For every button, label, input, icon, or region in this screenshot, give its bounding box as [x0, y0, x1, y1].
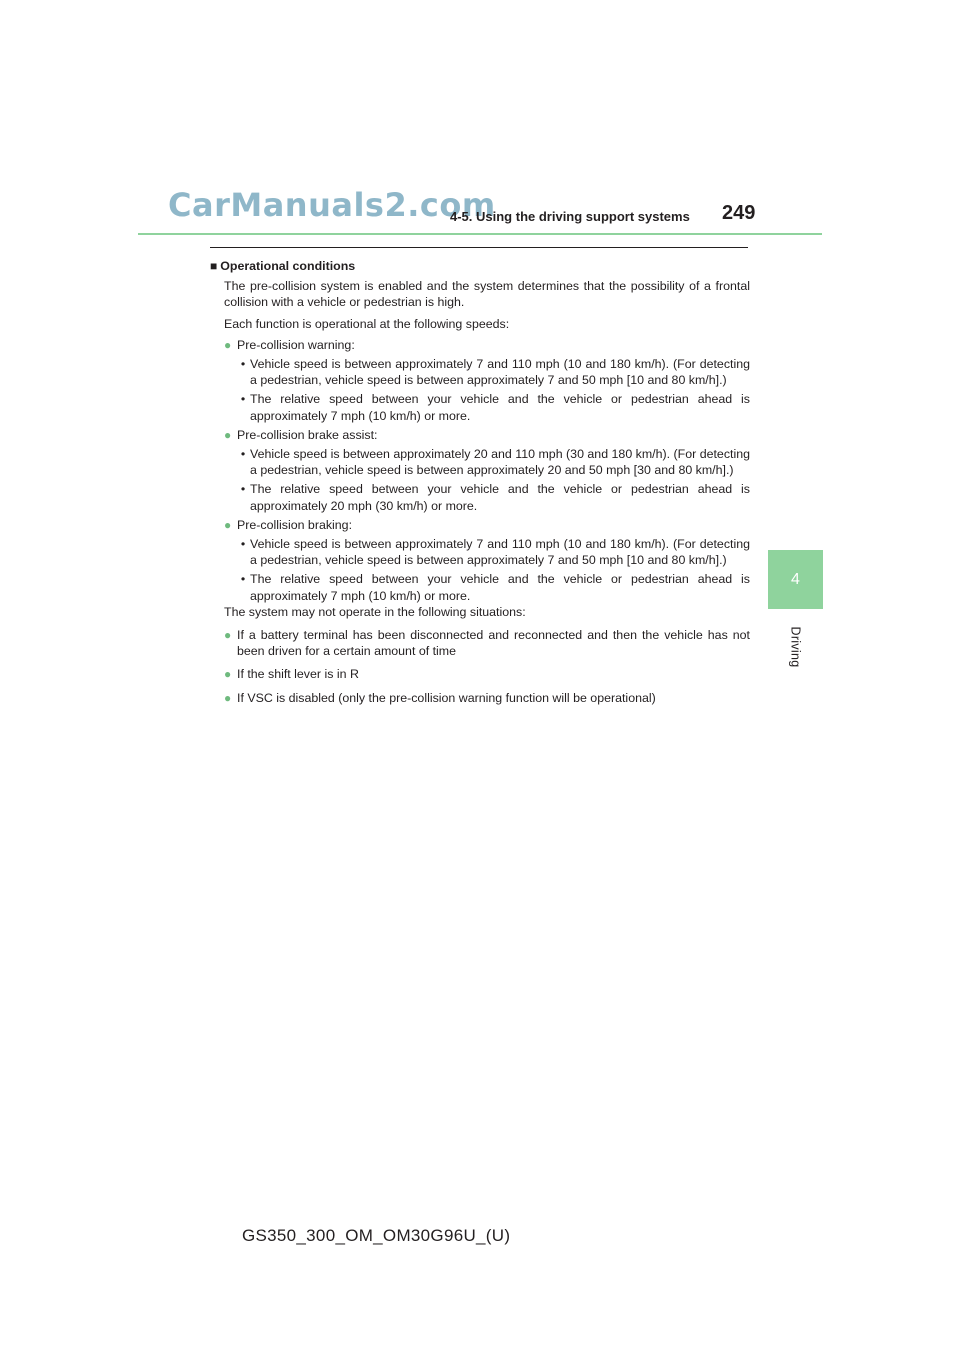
- circle-bullet-icon: ●: [224, 427, 232, 442]
- function-detail: [236, 481, 750, 513]
- situation-text: If the shift lever is in R: [237, 667, 359, 682]
- dot-marker-icon: •: [240, 572, 246, 587]
- chapter-tab: [768, 550, 823, 609]
- chapter-number: 4: [791, 570, 800, 588]
- circle-bullet-icon: ●: [224, 337, 232, 352]
- situation-text: If a battery terminal has been disconnected and reconnected and then the vehicle has not been driven for a certain amount of time: [237, 628, 750, 659]
- circle-bullet-icon: ●: [224, 667, 232, 682]
- heading-text: Operational conditions: [220, 259, 356, 273]
- function-item: [224, 517, 750, 533]
- chapter-label-text: Driving: [788, 626, 802, 668]
- function-detail: [236, 571, 750, 603]
- watermark-logo: CarManuals2.com: [168, 186, 496, 224]
- dot-marker-icon: •: [240, 447, 246, 462]
- function-title: Pre-collision braking:: [237, 517, 353, 532]
- main-content: [210, 258, 750, 706]
- circle-bullet-icon: ●: [224, 690, 232, 705]
- document-code: GS350_300_OM_OM30G96U_(U): [242, 1226, 511, 1245]
- dot-marker-icon: •: [240, 537, 246, 552]
- section-title: 4-5. Using the driving support systems: [450, 209, 690, 224]
- function-detail-text: Vehicle speed is between approximately 20 and 110 mph (30 and 180 km/h). (For detecting a pedestrian, vehicle speed is between approximately 20 and 50 mph [30 and 80 km/h].): [250, 447, 750, 478]
- content-rule: [210, 247, 748, 248]
- function-detail: [236, 391, 750, 423]
- function-title: Pre-collision brake assist:: [237, 427, 378, 442]
- function-detail: [236, 446, 750, 478]
- function-detail-text: The relative speed between your vehicle and the vehicle or pedestrian ahead is approximately 20 mph (30 km/h) or more.: [250, 482, 750, 513]
- function-detail-text: The relative speed between your vehicle and the vehicle or pedestrian ahead is approximately 7 mph (10 km/h) or more.: [250, 572, 750, 603]
- function-detail-text: Vehicle speed is between approximately 7 and 110 mph (10 and 180 km/h). (For detecting a pedestrian, vehicle speed is between approximately 7 and 50 mph [10 and 80 km/h].): [250, 537, 750, 568]
- function-detail-text: The relative speed between your vehicle and the vehicle or pedestrian ahead is approximately 7 mph (10 km/h) or more.: [250, 392, 750, 423]
- function-item: [224, 337, 750, 353]
- square-bullet-icon: ■: [210, 259, 218, 273]
- chapter-label: [780, 620, 810, 674]
- situation-item: [224, 627, 750, 659]
- header-rule: [138, 233, 822, 235]
- function-detail-text: Vehicle speed is between approximately 7 and 110 mph (10 and 180 km/h). (For detecting a pedestrian, vehicle speed is between approximately 7 and 50 mph [10 and 80 km/h].): [250, 357, 750, 388]
- circle-bullet-icon: ●: [224, 628, 232, 643]
- function-detail: [236, 356, 750, 388]
- not-operate-intro: The system may not operate in the following situations:: [224, 604, 526, 619]
- dot-marker-icon: •: [240, 392, 246, 407]
- function-item: [224, 427, 750, 443]
- dot-marker-icon: •: [240, 357, 246, 372]
- section-heading: [210, 258, 750, 274]
- intro-paragraph: The pre-collision system is enabled and the system determines that the possibility of a frontal collision with a vehicle or pedestrian is high.: [224, 279, 750, 310]
- situation-item: [224, 690, 750, 706]
- situation-text: If VSC is disabled (only the pre-collision warning function will be operational): [237, 690, 656, 705]
- dot-marker-icon: •: [240, 482, 246, 497]
- page-number: 249: [722, 202, 756, 224]
- speeds-intro: Each function is operational at the following speeds:: [224, 316, 510, 331]
- function-title: Pre-collision warning:: [237, 337, 355, 352]
- circle-bullet-icon: ●: [224, 517, 232, 532]
- function-detail: [236, 536, 750, 568]
- situation-item: [224, 666, 750, 682]
